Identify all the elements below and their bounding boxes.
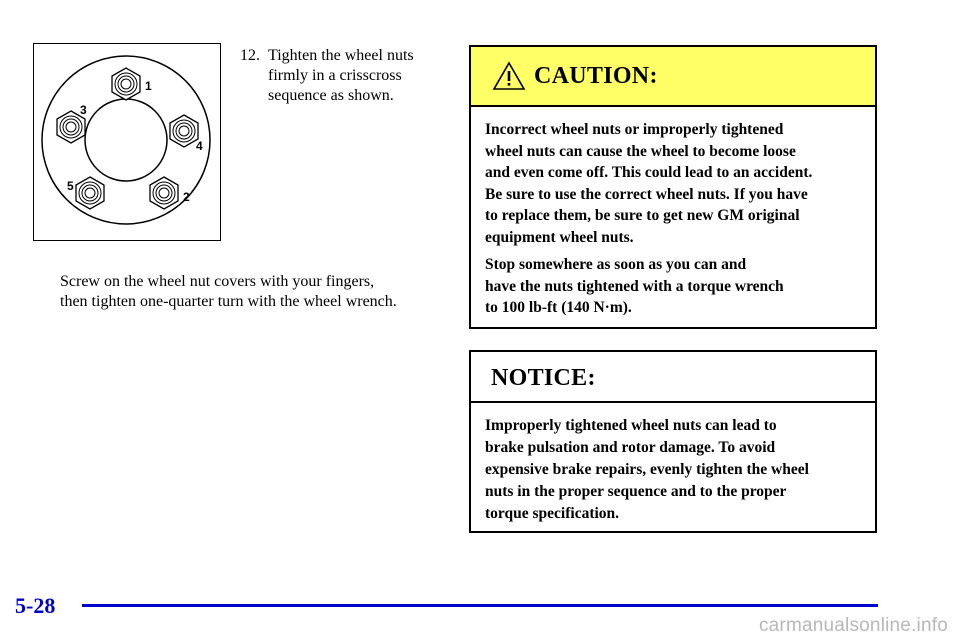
lug-label-5: 5: [67, 179, 74, 193]
caution-line: have the nuts tightened with a torque wrench: [485, 277, 784, 295]
page-number: 5-28: [15, 593, 56, 618]
lug-label-4: 4: [196, 139, 203, 153]
notice-body: [471, 403, 875, 525]
caution-header: [471, 47, 875, 107]
wheel-cover-instructions: [60, 272, 460, 312]
paragraph-line: then tighten one-quarter turn with the wheel wrench.: [60, 293, 397, 310]
paragraph-line: Screw on the wheel nut covers with your fingers,: [60, 273, 375, 290]
caution-line: and even come off. This could lead to an accident.: [485, 164, 813, 181]
caution-paragraph-2: [485, 254, 861, 319]
caution-paragraph-1: [485, 119, 861, 248]
caution-box: [469, 45, 877, 329]
step-line: sequence as shown.: [268, 87, 394, 104]
caution-line: wheel nuts can cause the wheel to become loose: [485, 142, 796, 160]
step-number: 12.: [240, 47, 260, 64]
caution-line: Be sure to use the correct wheel nuts. If you have: [485, 185, 808, 203]
footer-rule: [82, 604, 878, 607]
lug-nut-2-icon: [150, 177, 178, 209]
caution-line: Stop somewhere as soon as you can and: [485, 256, 747, 273]
caution-line: Incorrect wheel nuts or improperly tightened: [485, 121, 784, 138]
notice-title: NOTICE:: [491, 365, 596, 391]
caution-line: to replace them, be sure to get new GM original: [485, 207, 800, 224]
step-line: Tighten the wheel nuts: [268, 47, 414, 64]
lug-label-3: 3: [80, 103, 87, 117]
lug-nut-1-icon: [112, 68, 140, 100]
notice-line: Improperly tightened wheel nuts can lead to: [485, 417, 777, 434]
lug-nut-5-icon: [76, 177, 104, 209]
step-line: firmly in a crisscross: [268, 67, 402, 84]
wheel-hub-circle: [85, 99, 167, 181]
notice-line: nuts in the proper sequence and to the proper: [485, 483, 787, 500]
warning-triangle-icon: [492, 61, 526, 91]
notice-header: [471, 352, 875, 403]
notice-line: expensive brake repairs, evenly tighten the wheel: [485, 461, 809, 478]
lug-label-1: 1: [145, 79, 152, 93]
lug-nut-pattern-figure: [33, 43, 221, 241]
watermark: carmanualsonline.info: [758, 615, 948, 636]
lug-nut-4-icon: [170, 115, 198, 147]
caution-line: to 100 lb-ft (140 N·m).: [485, 299, 632, 316]
caution-line: equipment wheel nuts.: [485, 228, 634, 246]
lug-label-2: 2: [183, 190, 190, 204]
caution-title: CAUTION:: [534, 63, 658, 89]
notice-line: torque specification.: [485, 505, 620, 522]
step-text: [268, 46, 448, 106]
caution-body: [471, 107, 875, 319]
notice-box: [469, 350, 877, 533]
notice-line: brake pulsation and rotor damage. To avoid: [485, 439, 776, 456]
wheel-diagram: [34, 44, 219, 239]
